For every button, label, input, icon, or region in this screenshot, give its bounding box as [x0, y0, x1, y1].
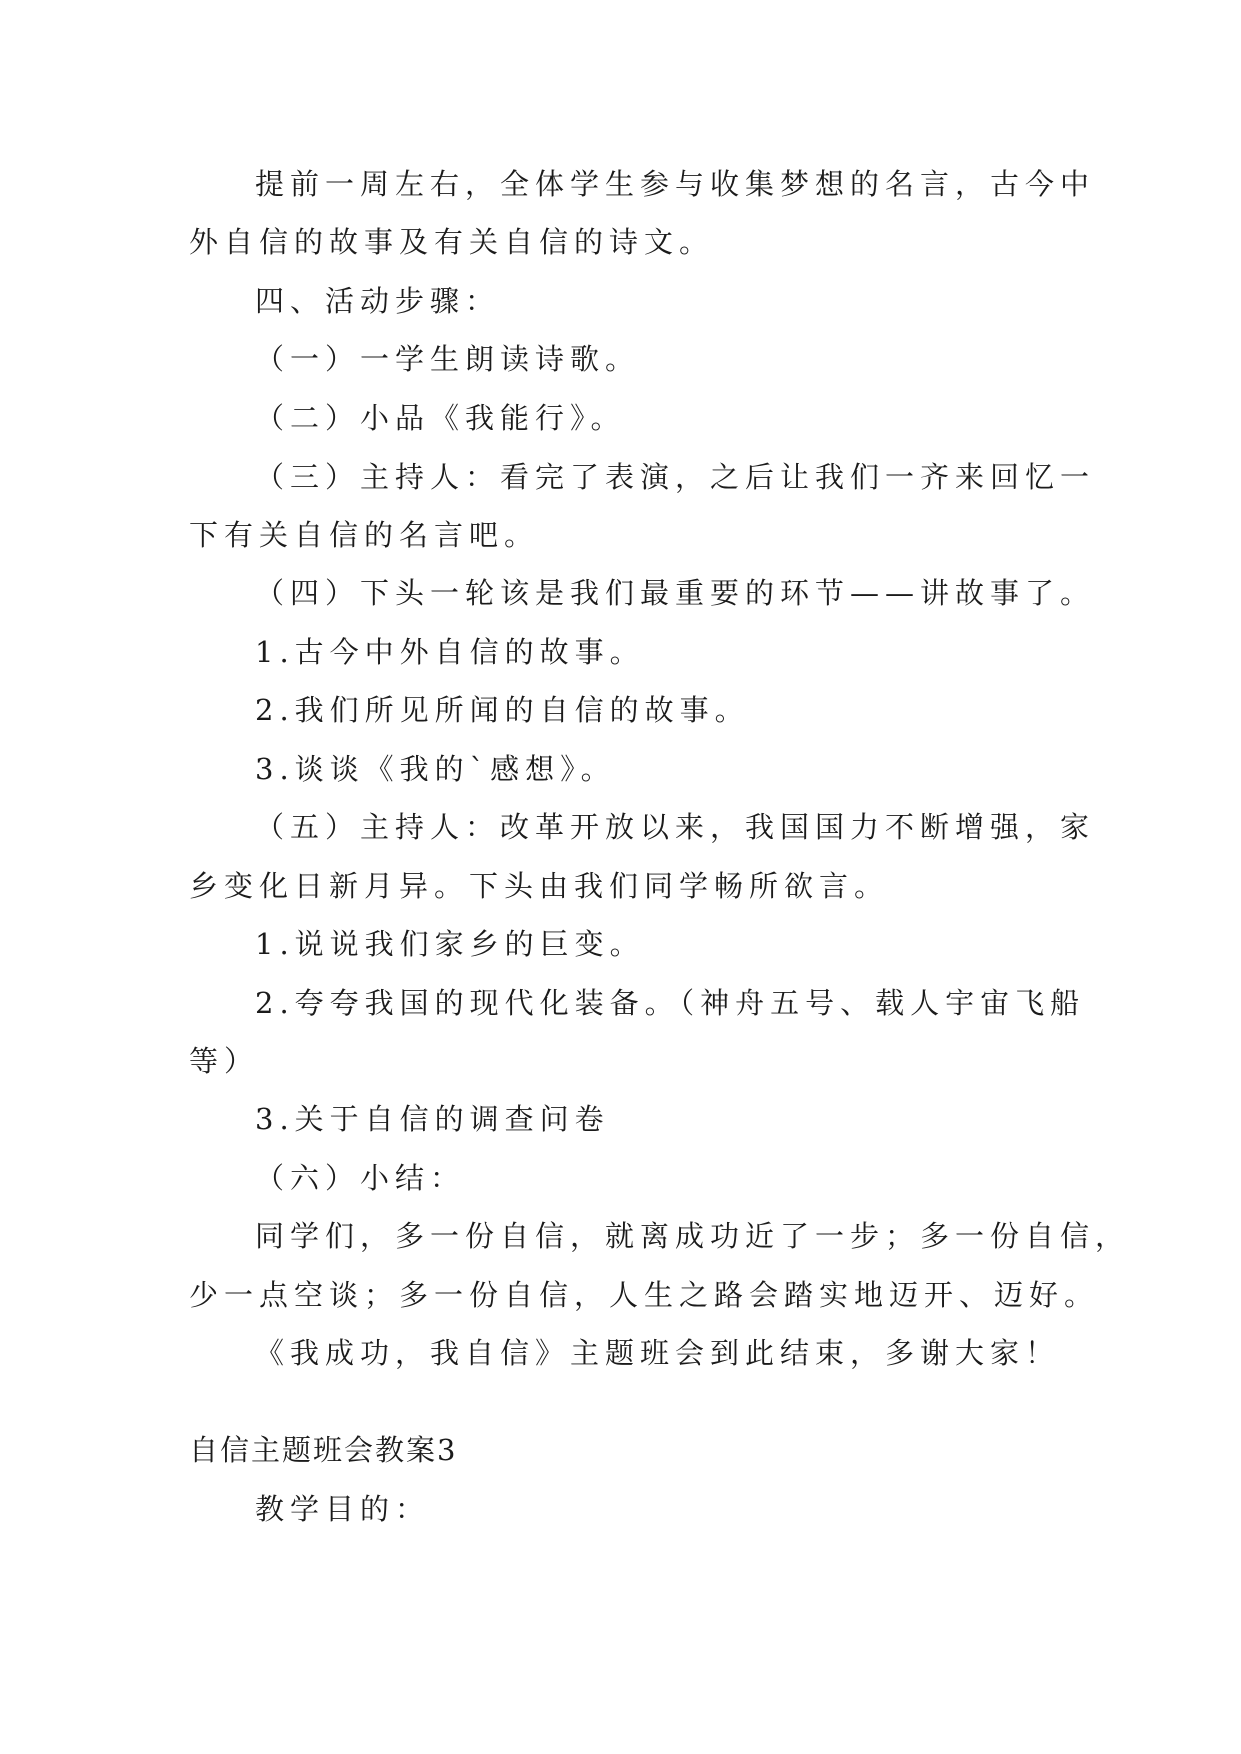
step-4-item-3: 3.谈谈《我的`感想》。 — [255, 752, 616, 786]
step-5-item-2-line-1: 2.夸夸我国的现代化装备。（神舟五号、载人宇宙飞船 — [255, 986, 1086, 1020]
step-5-line-1: （五）主持人：改革开放以来，我国国力不断增强，家 — [255, 810, 1096, 844]
paragraph-preparation-line-1: 提前一周左右，全体学生参与收集梦想的名言，古今中 — [255, 167, 1096, 201]
step-5-item-1: 1.说说我们家乡的巨变。 — [255, 927, 645, 961]
teaching-objectives-heading: 教学目的： — [255, 1492, 431, 1526]
step-4-item-2: 2.我们所见所闻的自信的故事。 — [255, 693, 750, 727]
summary-line-1: 同学们，多一份自信，就离成功近了一步；多一份自信， — [255, 1219, 1131, 1253]
step-6: （六）小结： — [255, 1161, 466, 1195]
step-4: （四）下头一轮该是我们最重要的环节——讲故事了。 — [255, 576, 1096, 610]
activity-steps-heading: 四、活动步骤： — [255, 284, 501, 318]
step-2: （二）小品《我能行》。 — [255, 401, 626, 435]
step-5-item-2-line-2: 等） — [189, 1044, 260, 1078]
step-4-item-1: 1.古今中外自信的故事。 — [255, 635, 645, 669]
step-5-item-3: 3.关于自信的调查问卷 — [255, 1102, 610, 1136]
summary-line-2: 少一点空谈；多一份自信，人生之路会踏实地迈开、迈好。 — [189, 1278, 1100, 1312]
section-title: 自信主题班会教案3 — [189, 1433, 458, 1467]
step-3-line-2: 下有关自信的名言吧。 — [189, 518, 540, 552]
paragraph-preparation-line-2: 外自信的故事及有关自信的诗文。 — [189, 225, 715, 259]
closing-line: 《我成功，我自信》主题班会到此结束，多谢大家！ — [255, 1336, 1061, 1370]
step-1: （一）一学生朗读诗歌。 — [255, 342, 641, 376]
step-5-line-2: 乡变化日新月异。下头由我们同学畅所欲言。 — [189, 869, 890, 903]
step-3-line-1: （三）主持人：看完了表演，之后让我们一齐来回忆一 — [255, 460, 1096, 494]
